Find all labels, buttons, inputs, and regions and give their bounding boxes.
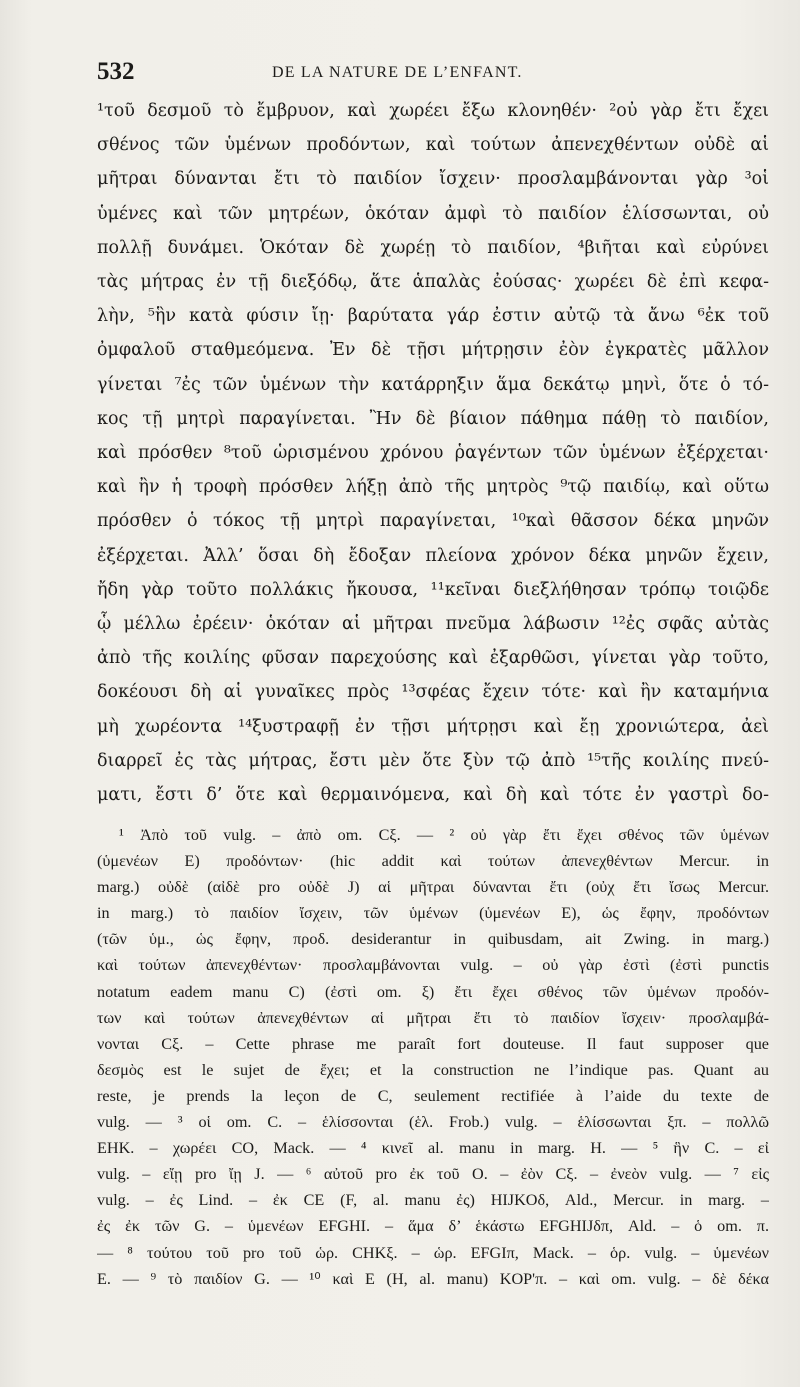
text-line: δοκέουσι δὴ αἱ γυναῖκες πρὸς ¹³σφέας ἔχειν τότε· καὶ ἢν καταμήνια [97,682,769,703]
footnote-line: ¹ Ἀπὸ τοῦ vulg. – ἀπὸ om. Cξ. — ² οὐ γὰρ ἔτι ἔχει σθένος τῶν ὑμένων [119,826,769,844]
text-line: ἤδη γὰρ τοῦτο πολλάκις ἤκουσα, ¹¹κεῖναι διεξλήθησαν τρόπῳ τοιῷδε [97,579,769,600]
footnote-line: marg.) οὐδὲ (αἰδὲ pro οὐδὲ J) αἱ μῆτραι δύνανται ἔτι (οὐχ ἔτι ἴσως Mercur. [97,878,769,897]
text-line: κος τῇ μητρὶ παραγίνεται. Ἢν δὲ βίαιον πάθημα πάθῃ τὸ παιδίον, [97,408,769,429]
text-line: τὰς μήτρας ἐν τῇ διεξόδῳ, ἅτε ἁπαλὰς ἐούσας· χωρέει δὲ ἐπὶ κεφα- [97,272,769,293]
footnote-line: — ⁸ τούτου τοῦ pro τοῦ ὡρ. CHKξ. – ὡρ. EFGIπ, Mack. – ὁρ. vulg. – ὑμενέων [97,1243,769,1262]
footnote-line: vulg. – ἐς Lind. – ἐκ CE (F, al. manu ἐς) HIJKOδ, Ald., Mercur. in marg. – [97,1191,769,1210]
footnote-line: δεσμὸς est le sujet de ἔχει; et la construction ne l’indique pas. Quant au [97,1060,769,1079]
text-line: ᾧ μέλλω ἐρέειν· ὁκόταν αἱ μῆτραι πνεῦμα λάβωσιν ¹²ἐς σφᾶς αὐτὰς [97,614,769,635]
text-line: γίνεται ⁷ἐς τῶν ὑμένων τὴν κατάρρηξιν ἅμα δεκάτῳ μηνὶ, ὅτε ὁ τό- [97,374,769,395]
text-line: διαρρεῖ ἐς τὰς μήτρας, ἔστι μὲν ὅτε ξὺν τῷ ἀπὸ ¹⁵τῆς κοιλίης πνεύ- [97,750,769,771]
text-line: ματι, ἔστι δ’ ὅτε καὶ θερμαινόμενα, καὶ δὴ καὶ τότε ἐν γαστρὶ δο- [97,785,769,806]
text-line: καὶ ἢν ἡ τροφὴ πρόσθεν λήξῃ ἀπὸ τῆς μητρὸς ⁹τῷ παιδίῳ, καὶ οὕτω [97,477,769,498]
text-line: καὶ πρόσθεν ⁸τοῦ ὡρισμένου χρόνου ῥαγέντων τῶν ὑμένων ἐξέρχεται· [97,443,769,464]
footnote-line: (ὑμενέων E) προδόντων· (hic addit καὶ τούτων ἀπενεχθέντων Mercur. in [97,852,769,871]
footnote-line: ἐς ἐκ τῶν G. – ὑμενέων EFGHI. – ἅμα δ’ ἑκάστω EFGHIJδπ, Ald. – ὁ om. π. [97,1217,769,1236]
running-title: DE LA NATURE DE L’ENFANT. [272,64,523,81]
greek-main-text [97,94,769,812]
text-line: ¹τοῦ δεσμοῦ τὸ ἔμβρυον, καὶ χωρέει ἔξω κλονηθέν· ²οὐ γὰρ ἔτι ἔχει [97,101,769,121]
text-line: ὀμφαλοῦ σταθμεόμενα. Ἐν δὲ τῇσι μήτρῃσιν ἐὸν ἐγκρατὲς μᾶλλον [97,340,769,361]
text-line: πρόσθεν ὁ τόκος τῇ μητρὶ παραγίνεται, ¹⁰καὶ θᾶσσον δέκα μηνῶν [97,511,769,532]
footnote-line: notatum eadem manu C) (ἐστὶ om. ξ) ἔτι ἔχει σθένος τῶν ὑμένων προδόν- [97,982,769,1001]
footnote-line: των καὶ τούτων ἀπενεχθέντων αἱ μῆτραι ἔτι τὸ παιδίον ἴσχειν· προσλαμβά- [97,1008,769,1027]
text-line: λὴν, ⁵ἣν κατὰ φύσιν ἴῃ· βαρύτατα γάρ ἐστιν αὐτῷ τὰ ἄνω ⁶ἐκ τοῦ [97,306,769,327]
text-line: μὴ χωρέοντα ¹⁴ξυστραφῇ ἐν τῇσι μήτρῃσι καὶ ἔῃ χρονιώτερα, ἀεὶ [97,716,769,737]
footnote-line: vulg. – εἴῃ pro ἴῃ J. — ⁶ αὐτοῦ pro ἐκ τοῦ O. – ἐὸν Cξ. – ἐνεὸν vulg. — ⁷ εἰς [97,1165,769,1184]
text-line: ἐξέρχεται. Ἀλλ’ ὅσαι δὴ ἔδοξαν πλείονα χρόνον δέκα μηνῶν ἔχειν, [97,545,769,566]
footnote-line: in marg.) τὸ παιδίον ἴσχειν, τῶν ὑμένων (ὑμενέων E), ὡς ἔφην, προδόντων [97,904,769,923]
footnotes [97,822,769,1292]
footnote-line: EHK. – χωρέει CO, Mack. — ⁴ κινεῖ al. manu in marg. H. — ⁵ ἣν C. – εἰ [97,1139,769,1158]
footnote-line: καὶ τούτων ἀπενεχθέντων· προσλαμβάνονται vulg. – οὐ γὰρ ἐστὶ (ἐστὶ punctis [97,956,769,975]
footnote-line: νονται Cξ. – Cette phrase me paraît fort douteuse. Il faut supposer que [97,1034,769,1053]
page-number: 532 [97,58,135,85]
text-line: ὑμένες καὶ τῶν μητρέων, ὁκόταν ἀμφὶ τὸ παιδίον ἑλίσσωνται, οὐ [97,203,769,224]
text-line: πολλῇ δυνάμει. Ὁκόταν δὲ χωρέῃ τὸ παιδίον, ⁴βιῆται καὶ εὐρύνει [97,237,769,258]
text-line: σθένος τῶν ὑμένων προδόντων, καὶ τούτων ἀπενεχθέντων οὐδὲ αἱ [97,135,769,156]
page-header [97,58,757,88]
footnote-line: (τῶν ὑμ., ὡς ἔφην, προδ. desiderantur in quibusdam, ait Zwing. in marg.) [97,930,769,949]
footnote-line: vulg. — ³ οἱ om. C. – ἑλίσσονται (ἑλ. Frob.) vulg. – ἑλίσσωνται ξπ. – πολλῶ [97,1113,769,1132]
text-line: ἀπὸ τῆς κοιλίης φῦσαν παρεχούσης καὶ ἐξαρθῶσι, γίνεται γὰρ τοῦτο, [97,648,769,669]
footnote-line: reste, je prends la leçon de C, seulement rectifiée à l’aide du texte de [97,1086,769,1105]
footnote-line: E. — ⁹ τὸ παιδίον G. — ¹⁰ καὶ E (H, al. manu) KOP'π. – καὶ οm. vulg. – δὲ δέκα [97,1269,769,1288]
text-line: μῆτραι δύνανται ἔτι τὸ παιδίον ἴσχειν· προσλαμβάνονται γὰρ ³οἱ [97,169,769,190]
